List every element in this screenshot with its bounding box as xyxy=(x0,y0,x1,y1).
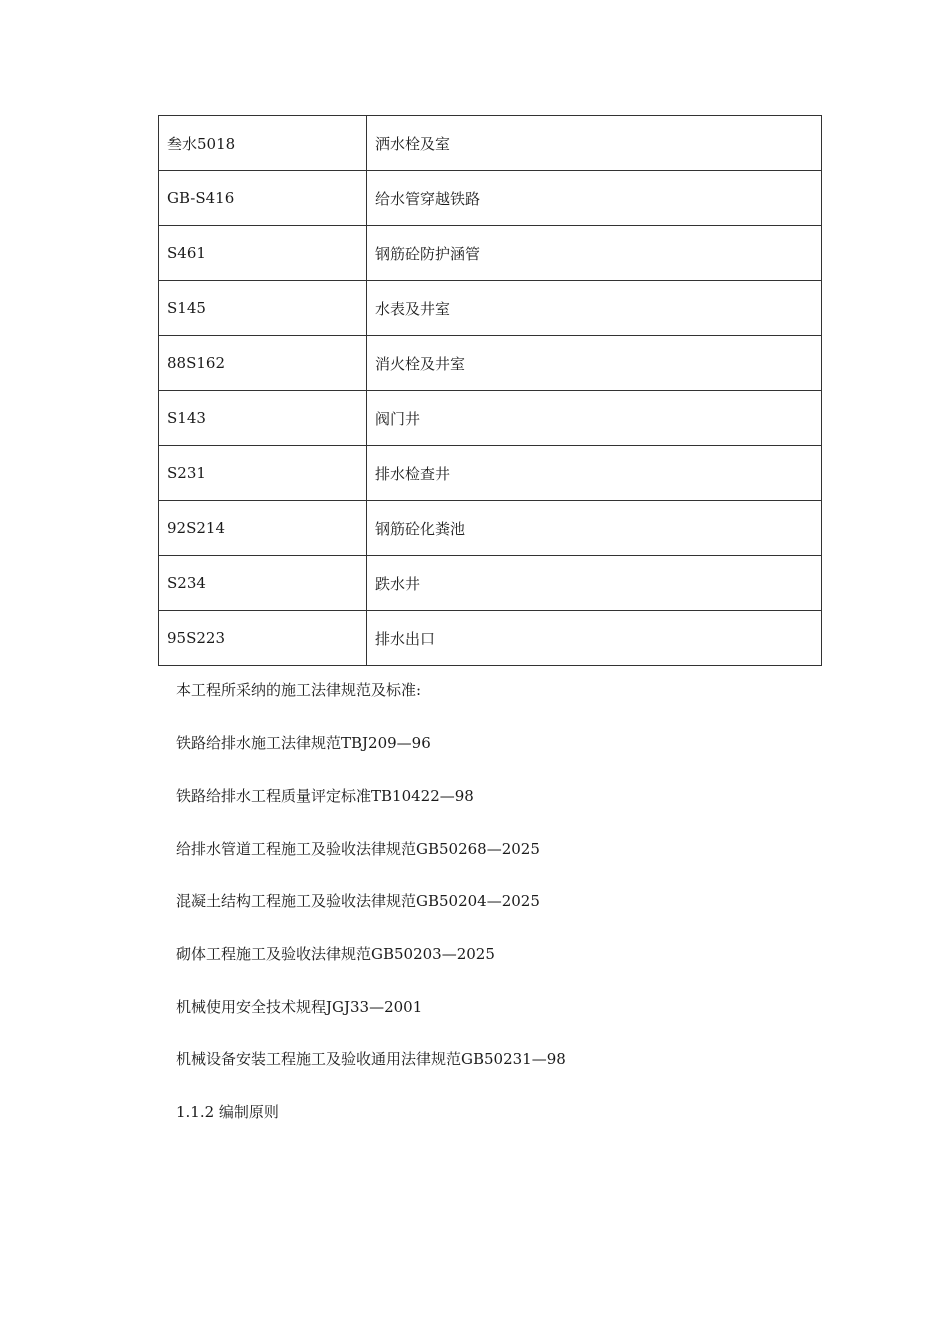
section-heading: 1.1.2 编制原则 xyxy=(176,1103,279,1121)
table-row xyxy=(159,391,822,446)
table-row xyxy=(159,336,822,391)
facility-name-cell: 水表及井室 xyxy=(367,281,822,336)
facility-name-cell: 排水出口 xyxy=(367,611,822,666)
drawing-code-cell: S461 xyxy=(159,226,367,281)
drawing-code-cell: S145 xyxy=(159,281,367,336)
standard-item: 机械使用安全技术规程JGJ33—2001 xyxy=(176,998,423,1016)
drawing-code-cell: 95S223 xyxy=(159,611,367,666)
facility-name-cell: 跌水井 xyxy=(367,556,822,611)
drawing-code-cell: 92S214 xyxy=(159,501,367,556)
standards-table xyxy=(158,115,822,666)
table-row xyxy=(159,226,822,281)
standard-item: 铁路给排水施工法律规范TBJ209—96 xyxy=(176,734,431,752)
facility-name-cell: 钢筋砼防护涵管 xyxy=(367,226,822,281)
drawing-code-cell: 叁水5018 xyxy=(159,116,367,171)
standard-item: 混凝土结构工程施工及验收法律规范GB50204—2025 xyxy=(176,892,540,910)
standard-item: 砌体工程施工及验收法律规范GB50203—2025 xyxy=(176,945,495,963)
table-row xyxy=(159,556,822,611)
facility-name-cell: 洒水栓及室 xyxy=(367,116,822,171)
drawing-code-cell: S143 xyxy=(159,391,367,446)
standard-item: 机械设备安装工程施工及验收通用法律规范GB50231—98 xyxy=(176,1050,566,1068)
table-row xyxy=(159,116,822,171)
facility-name-cell: 排水检查井 xyxy=(367,446,822,501)
standards-intro-text: 本工程所采纳的施工法律规范及标准: xyxy=(176,681,422,699)
table-row xyxy=(159,501,822,556)
facility-name-cell: 阀门井 xyxy=(367,391,822,446)
drawing-code-cell: 88S162 xyxy=(159,336,367,391)
facility-name-cell: 给水管穿越铁路 xyxy=(367,171,822,226)
table-row xyxy=(159,446,822,501)
drawing-code-cell: S231 xyxy=(159,446,367,501)
table-row xyxy=(159,171,822,226)
drawing-code-cell: S234 xyxy=(159,556,367,611)
standard-item: 给排水管道工程施工及验收法律规范GB50268—2025 xyxy=(176,840,540,858)
standard-item: 铁路给排水工程质量评定标准TB10422—98 xyxy=(176,787,474,805)
table-row xyxy=(159,611,822,666)
facility-name-cell: 钢筋砼化粪池 xyxy=(367,501,822,556)
drawing-code-cell: GB-S416 xyxy=(159,171,367,226)
facility-name-cell: 消火栓及井室 xyxy=(367,336,822,391)
table-row xyxy=(159,281,822,336)
